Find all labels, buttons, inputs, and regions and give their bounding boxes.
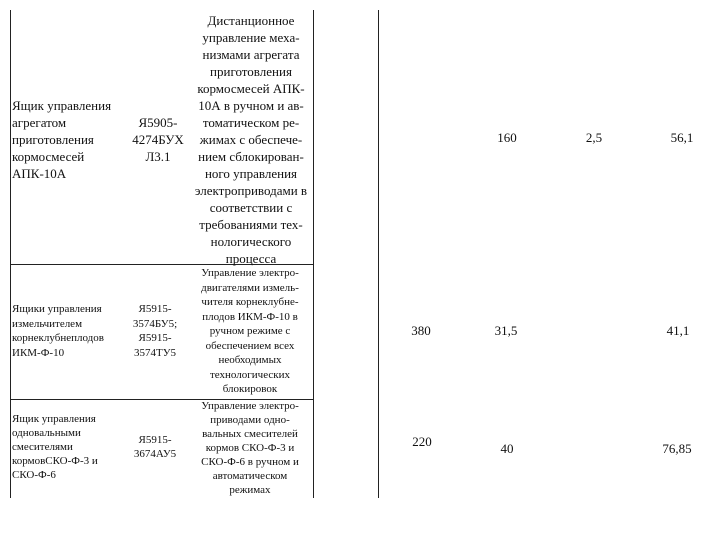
table-cell-description: Управление электро- приводами одно- вальных смесителей кормов СКО-Ф-3 и СКО-Ф-6 в ручном и автоматическом режимах [201,400,299,496]
table-cell-value-1: 160 [497,130,517,145]
table-cell-value-3: 76,85 [662,441,692,456]
table-cell-value-1: 220 [412,434,432,449]
table-cell-code: Я5905- 4274БУХ Л3.1 [132,115,184,164]
table-cell-description: Управление электро- двигателями измель- чителя корнеклубне- плодов ИКМ-Ф-10 в ручном режиме с обеспечением всех необходимых технологических блокировок [201,267,299,395]
table-cell-name: Ящик управления одновальными смесителями кормовСКО-Ф-3 и СКО-Ф-6 [12,413,98,481]
table-cell-code: Я5915- 3674АУ5 [133,434,177,460]
table-cell-name: Ящики управления измельчителем корнеклубнеплодов ИКМ-Ф-10 [12,303,104,359]
table-cell-value-3: 41,1 [666,323,690,338]
table-cell-value-3: 56,1 [670,130,694,145]
table-cell-value-2: 31,5 [494,323,518,338]
table-cell-value-1: 380 [411,323,431,338]
table-cell-description: Дистанционное управление меха- низмами агрегата приготовления кормосмесей АПК- 10А в ручном и ав- томатическом ре- жимах с обеспече- нием сблокирован- ного управления электроприводами в соответствии с требованиями тех- нологического процесса [194,13,308,266]
table-cell-value-2: 2,5 [585,130,603,145]
table-border-left [10,10,11,498]
table-cell-name: Ящик управления агрегатом приготовления кормосмесей АПК-10А [12,98,112,181]
table-cell-value-2: 40 [500,441,514,456]
table-column-divider [378,10,379,498]
table-cell-code: Я5915- 3574БУ5; Я5915- 3574ТУ5 [132,303,178,359]
